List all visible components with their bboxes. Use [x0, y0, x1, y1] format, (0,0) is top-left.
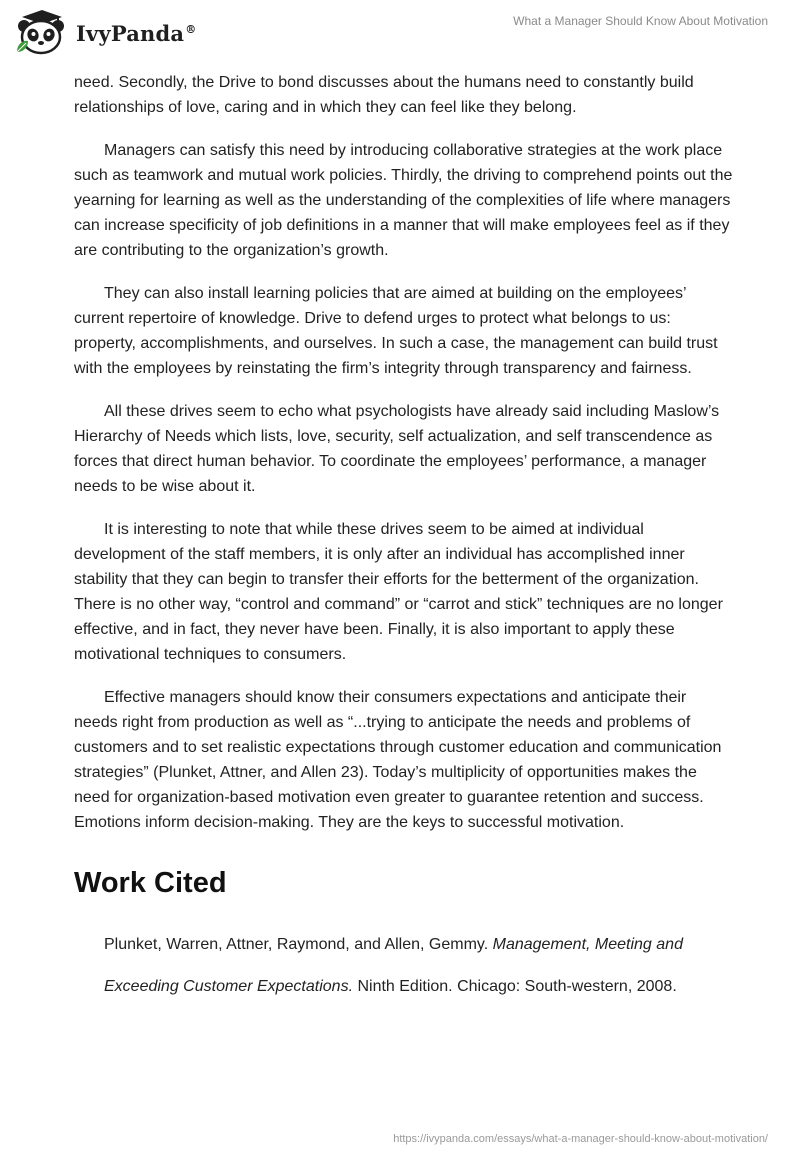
- source-url-link[interactable]: https://ivypanda.com/essays/what-a-manager-should-know-about-motivation/: [393, 1133, 768, 1145]
- paragraph-2: Managers can satisfy this need by introducing collaborative strategies at the work place such as teamwork and mutual work policies. Thirdly, the driving to comprehend points out the yearning for learning as well as the understanding of the complexities of life where managers can increase specificity of job definitions in a manner that will make employees feel as if they are contributing to the organization’s growth.: [74, 142, 733, 259]
- document-title: What a Manager Should Know About Motivation: [513, 14, 768, 28]
- citation-line-1: [74, 924, 734, 966]
- citation-publication: Ninth Edition. Chicago: South-western, 2008.: [353, 978, 677, 995]
- paragraph-4: All these drives seem to echo what psychologists have already said including Maslow’s Hierarchy of Needs which lists, love, security, self actualization, and self transcendence as forces that direct human behavior. To coordinate the employees’ performance, a manager needs to be wise about it.: [74, 403, 720, 495]
- citation-title-part1: Management, Meeting and: [492, 936, 683, 953]
- paragraph-5: It is interesting to note that while these drives seem to be aimed at individual development of the staff members, it is only after an individual has accomplished inner stability that they can begin to transfer their efforts for the betterment of the organization. There is no other way, “control and command” or “carrot and stick” techniques are no longer effective, and in fact, they never have been. Finally, it is also important to apply these motivational techniques to consumers.: [74, 521, 723, 663]
- essay-body: [74, 70, 734, 1008]
- logo-wordmark: IvyPanda®: [76, 20, 197, 46]
- citation-entry: [74, 924, 734, 1008]
- panda-logo-icon: [14, 8, 66, 56]
- work-cited-heading: Work Cited: [74, 867, 227, 899]
- ivypanda-logo[interactable]: [14, 8, 196, 56]
- citation-line-2: [74, 966, 734, 1008]
- citation-title-part2: Exceeding Customer Expectations.: [104, 978, 354, 995]
- paragraph-6: Effective managers should know their consumers expectations and anticipate their needs right from production as well as “...trying to anticipate the needs and problems of customers and to set realistic expectations through customer education and communication strategies” (Plunket, Attner, and Allen 23). Today’s multiplicity of opportunities makes the need for organization-based motivation even greater to guarantee retention and success. Emotions inform decision-making. They are the keys to successful motivation.: [74, 689, 722, 831]
- paragraph-3: They can also install learning policies that are aimed at building on the employees’ current repertoire of knowledge. Drive to defend urges to protect what belongs to us: property, accomplishments, and ourselves. In such a case, the management can build trust with the employees by reinstating the firm’s integrity through transparency and fairness.: [74, 285, 718, 377]
- page-header: [0, 0, 800, 60]
- citation-authors: Plunket, Warren, Attner, Raymond, and Allen, Gemmy.: [104, 936, 493, 953]
- paragraph-1: need. Secondly, the Drive to bond discusses about the humans need to constantly build relationships of love, caring and in which they can feel like they belong.: [74, 74, 694, 116]
